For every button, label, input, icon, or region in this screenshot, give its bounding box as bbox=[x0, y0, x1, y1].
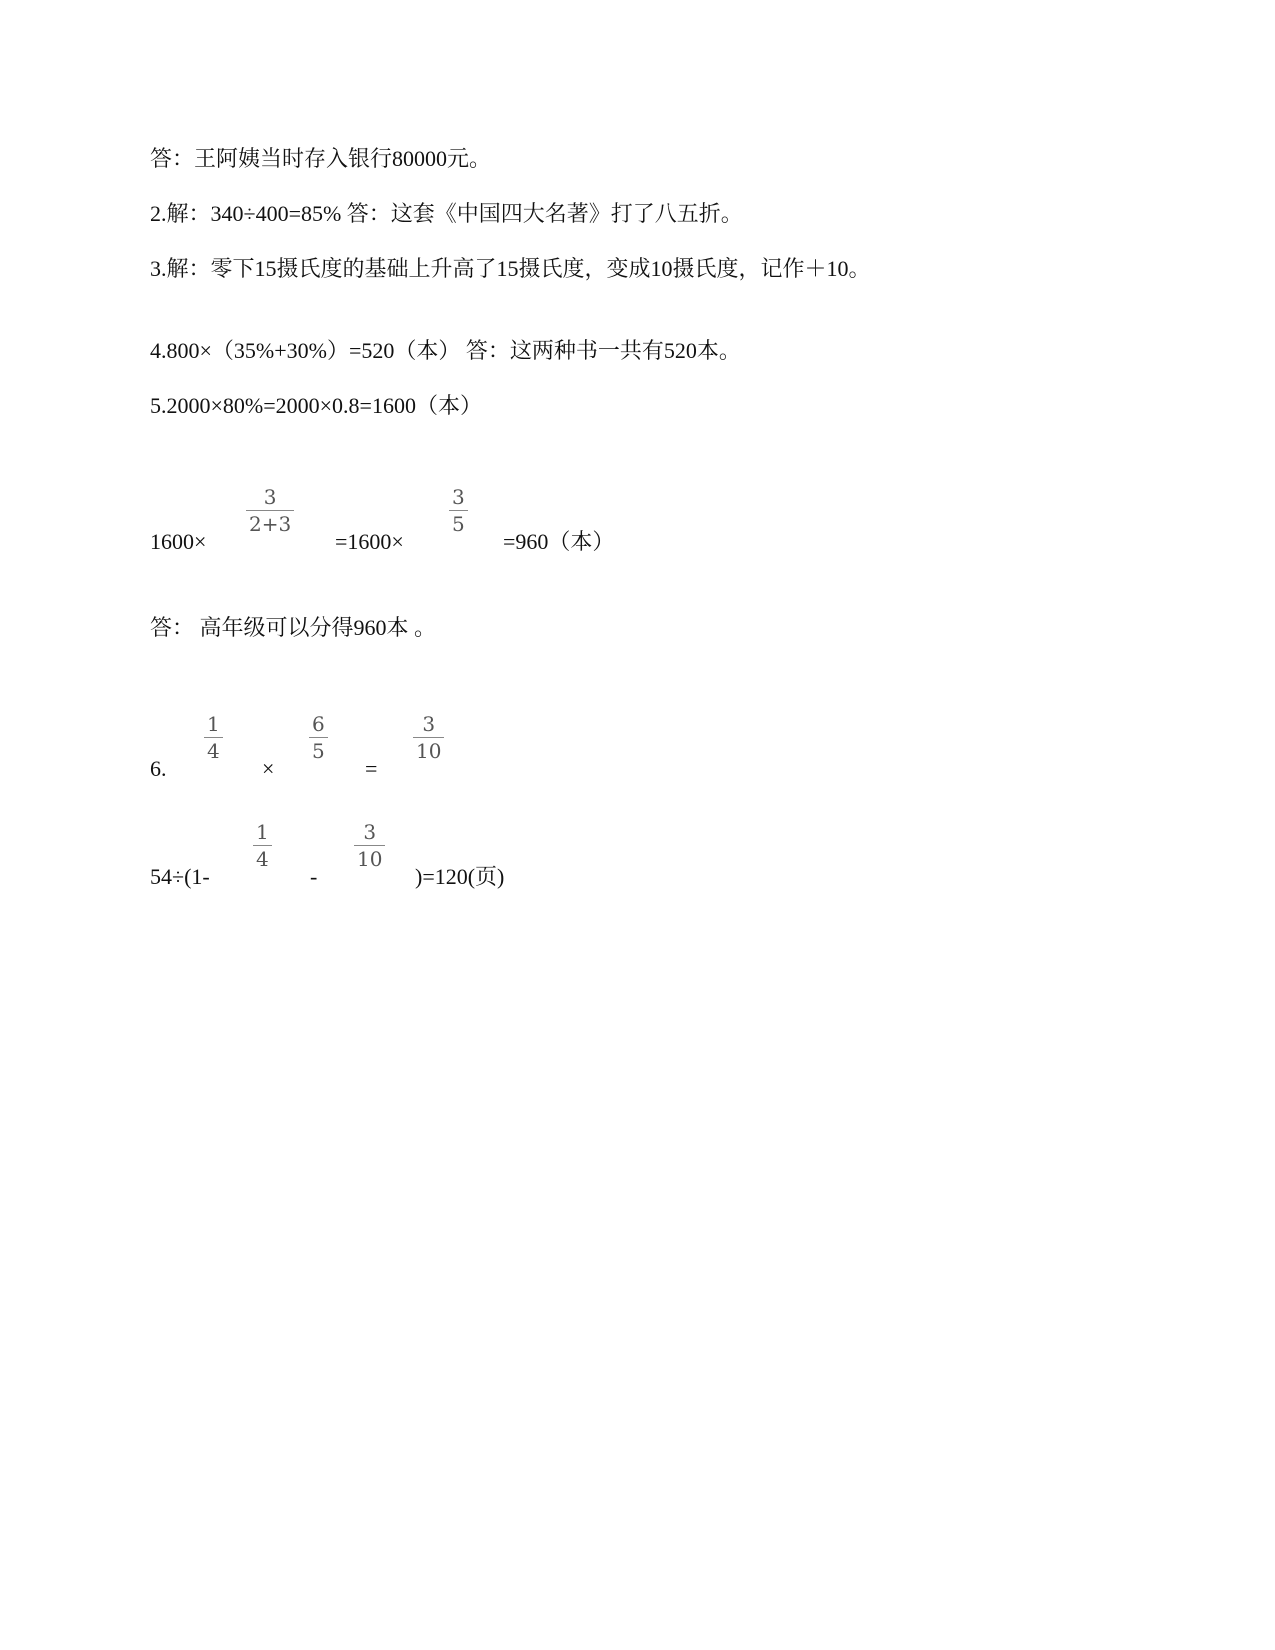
fraction-1-over-4 bbox=[204, 714, 223, 761]
fraction-1-over-4 bbox=[253, 822, 272, 869]
answer-line-4: 4.800×（35%+30%）=520（本） 答：这两种书一共有520本。 bbox=[150, 338, 741, 363]
eq6-label: 6. bbox=[150, 756, 167, 781]
fraction-3-over-10 bbox=[354, 822, 385, 869]
fraction-3-over-5 bbox=[449, 487, 468, 534]
fraction-numerator: 3 bbox=[363, 820, 377, 844]
fraction-denominator: 4 bbox=[207, 739, 220, 763]
fraction-denominator: 2+3 bbox=[249, 512, 292, 536]
eq5-part3: =960（本） bbox=[503, 529, 615, 554]
eq7-minus: - bbox=[310, 864, 318, 889]
answer-line-5: 5.2000×80%=2000×0.8=1600（本） bbox=[150, 393, 482, 418]
fraction-numerator: 3 bbox=[263, 485, 277, 509]
answer-line-2: 2.解：340÷400=85% 答：这套《中国四大名著》打了八五折。 bbox=[150, 201, 743, 226]
fraction-3-over-2plus3 bbox=[246, 487, 294, 534]
fraction-denominator: 5 bbox=[452, 512, 465, 536]
fraction-denominator: 10 bbox=[357, 847, 383, 871]
answer-line-7: 答： 高年级可以分得960本 。 bbox=[150, 615, 437, 640]
fraction-denominator: 5 bbox=[312, 739, 325, 763]
eq6-equals: = bbox=[365, 756, 378, 781]
answer-line-3: 3.解：零下15摄氏度的基础上升高了15摄氏度，变成10摄氏度，记作＋10。 bbox=[150, 256, 871, 281]
fraction-denominator: 10 bbox=[416, 739, 442, 763]
fraction-6-over-5 bbox=[309, 714, 328, 761]
fraction-numerator: 1 bbox=[256, 820, 269, 844]
fraction-denominator: 4 bbox=[256, 847, 269, 871]
eq7-part1: 54÷(1- bbox=[150, 864, 210, 889]
fraction-numerator: 1 bbox=[207, 712, 220, 736]
fraction-numerator: 3 bbox=[452, 485, 465, 509]
eq5-part1: 1600× bbox=[150, 529, 207, 554]
eq6-times: × bbox=[262, 756, 275, 781]
fraction-numerator: 6 bbox=[312, 712, 325, 736]
answer-line-1: 答：王阿姨当时存入银行80000元。 bbox=[150, 146, 492, 171]
eq7-part2: )=120(页) bbox=[415, 864, 505, 889]
fraction-numerator: 3 bbox=[422, 712, 436, 736]
eq5-part2: =1600× bbox=[335, 529, 404, 554]
fraction-3-over-10 bbox=[413, 714, 444, 761]
